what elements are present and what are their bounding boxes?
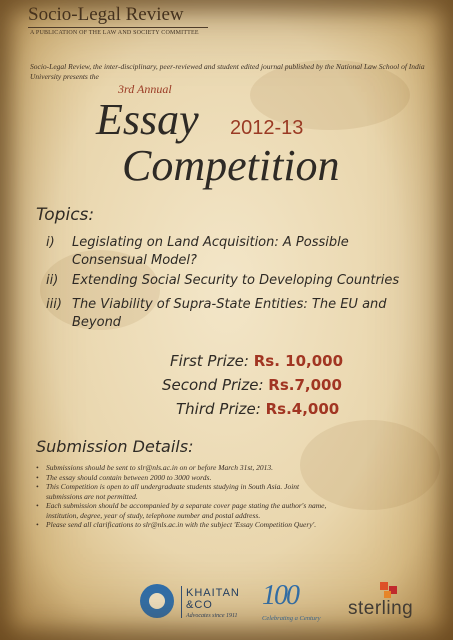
submission-item: • Submissions should be sent to slr@nls.ac.in on or before March 31st, 2013. [36,463,336,473]
submission-item [36,473,336,483]
topic-text [72,272,399,290]
khaitan-ring-logo-icon [140,584,174,618]
topic-line: Legislating on Land Acquisition: A Possible [72,235,349,250]
submission-item: • Each submission should be accompanied by a separate cover page stating the author's name, institution, degree, year of study, telephone number and postal address. [36,501,336,520]
sterling-logo-text: sterling [348,598,414,619]
khaitan-tagline: Advocates since 1911 [186,613,238,619]
topic-text [72,234,349,270]
topic-number: iii) [46,297,62,312]
submission-list [36,463,336,530]
year-label: 2012-13 [230,117,304,139]
topic-number: ii) [46,273,59,288]
submission-item: • This Competition is open to all undergraduate students studying in South Asia. Joint submissions are not permitted. [36,482,336,501]
prize-amount: Rs.4,000 [265,400,340,418]
topic-text [72,296,387,332]
second-prize [162,376,342,394]
prize-label: Third Prize: [176,400,261,418]
khaitan-logo-text [186,587,240,611]
competition-heading: Competition [122,141,340,190]
khaitan-divider [181,586,182,618]
topic-item [46,234,55,252]
topic-line: The Viability of Supra-State Entities: The EU and [72,297,387,312]
century-tagline: Celebrating a Century [262,615,321,622]
annual-label: 3rd Annual [118,82,172,96]
topic-item [46,296,62,314]
prize-label: First Prize: [170,352,249,370]
essay-heading: Essay [96,95,199,144]
submission-item: • Please send all clarifications to slr@nls.ac.in with the subject 'Essay Competition Query'. [36,520,336,530]
khaitan-co: &CO [186,599,213,611]
journal-subtitle: A PUBLICATION OF THE LAW AND SOCIETY COMMITTEE [30,30,199,36]
submission-item-text: The essay should contain between 2000 to 3000 words. [46,472,212,482]
prize-label: Second Prize: [162,376,264,394]
prize-amount: Rs. 10,000 [253,352,344,370]
khaitan-name: KHAITAN [186,587,240,599]
topic-number: i) [46,235,55,250]
third-prize [176,400,339,418]
header-divider [28,27,208,28]
topic-item [46,272,58,290]
journal-title: Socio-Legal Review [28,4,184,25]
first-prize [170,352,343,370]
topic-line: Extending Social Security to Developing Countries [72,273,400,288]
prize-amount: Rs.7,000 [268,376,342,394]
submission-heading: Submission Details: [36,437,194,456]
century-logo-number: 100 [262,580,298,611]
topic-line: Beyond [72,315,122,330]
topic-line: Consensual Model? [72,253,197,268]
topics-heading: Topics: [36,205,95,225]
intro-text: Socio-Legal Review, the inter-disciplinary, peer-reviewed and student edited journal published by the National Law School of India University presents the [30,62,425,81]
